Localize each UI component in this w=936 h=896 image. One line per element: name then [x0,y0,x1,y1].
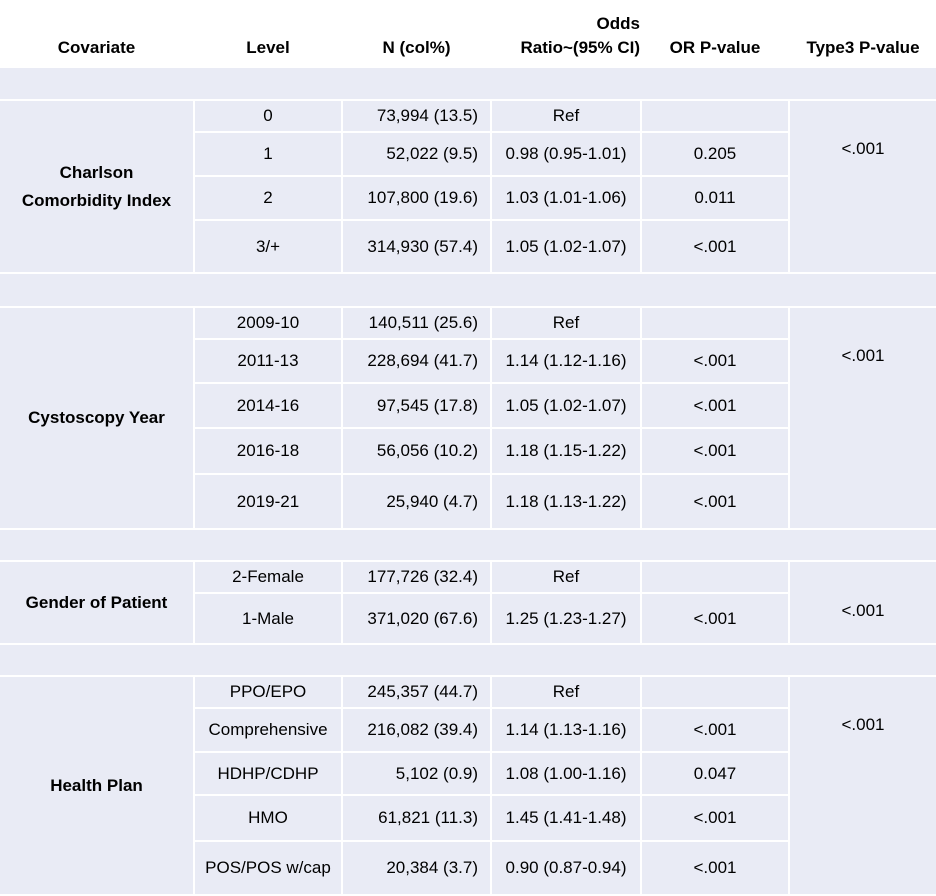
type3-cystoscopy-year: <.001 [790,308,936,530]
covariate-gender: Gender of Patient [0,562,195,645]
cell-level: Comprehensive [195,709,343,753]
cell-level: HDHP/CDHP [195,753,343,796]
cell-or: Ref [492,308,642,340]
cell-n: 245,357 (44.7) [343,677,492,709]
header-n: N (col%) [343,0,492,68]
cell-p [642,562,790,594]
cell-p: <.001 [642,709,790,753]
header-odds-ratio [492,0,642,68]
cell-level: 3/+ [195,221,343,274]
cell-level: 2-Female [195,562,343,594]
cell-p: <.001 [642,796,790,842]
cell-n: 25,940 (4.7) [343,475,492,530]
cell-n: 371,020 (67.6) [343,594,492,645]
cell-or: Ref [492,101,642,133]
header-odds-ratio-line2: Ratio~(95% CI) [520,38,640,57]
cell-level: 2016-18 [195,429,343,475]
cell-n: 228,694 (41.7) [343,340,492,384]
header-covariate: Covariate [0,0,195,68]
separator-row [0,68,936,101]
cell-p: <.001 [642,384,790,429]
cell-p: <.001 [642,221,790,274]
separator-row [0,645,936,677]
header-type3-pvalue: Type3 P-value [790,0,936,68]
header-or-pvalue: OR P-value [642,0,790,68]
cell-n: 56,056 (10.2) [343,429,492,475]
covariate-label: Comorbidity Index [21,190,172,210]
cell-n: 177,726 (32.4) [343,562,492,594]
cell-p: 0.011 [642,177,790,221]
cell-p: <.001 [642,842,790,896]
cell-or: Ref [492,677,642,709]
cell-level: 0 [195,101,343,133]
cell-p: <.001 [642,340,790,384]
separator-row [0,274,936,308]
cell-p: <.001 [642,475,790,530]
cell-or: 1.14 (1.13-1.16) [492,709,642,753]
cell-or: Ref [492,562,642,594]
type3-charlson: <.001 [790,101,936,274]
cell-or: 1.45 (1.41-1.48) [492,796,642,842]
cell-level: HMO [195,796,343,842]
covariate-cystoscopy-year: Cystoscopy Year [0,308,195,530]
cell-or: 0.90 (0.87-0.94) [492,842,642,896]
cell-or: 0.98 (0.95-1.01) [492,133,642,177]
cell-n: 20,384 (3.7) [343,842,492,896]
cell-n: 73,994 (13.5) [343,101,492,133]
cell-n: 314,930 (57.4) [343,221,492,274]
cell-n: 52,022 (9.5) [343,133,492,177]
cell-or: 1.25 (1.23-1.27) [492,594,642,645]
cell-level: 1 [195,133,343,177]
type3-health-plan: <.001 [790,677,936,896]
covariate-label: Charlson [59,162,134,182]
cell-or: 1.18 (1.13-1.22) [492,475,642,530]
cell-level: 2011-13 [195,340,343,384]
cell-or: 1.14 (1.12-1.16) [492,340,642,384]
header-odds-ratio-line1: Odds [596,14,640,33]
cell-n: 140,511 (25.6) [343,308,492,340]
cell-level: 2009-10 [195,308,343,340]
covariate-health-plan: Health Plan [0,677,195,896]
cell-level: 2014-16 [195,384,343,429]
cell-n: 61,821 (11.3) [343,796,492,842]
cell-or: 1.05 (1.02-1.07) [492,384,642,429]
cell-level: POS/POS w/cap [195,842,343,896]
cell-level: PPO/EPO [195,677,343,709]
cell-level: 2 [195,177,343,221]
cell-n: 97,545 (17.8) [343,384,492,429]
cell-p [642,308,790,340]
header-level: Level [195,0,343,68]
cell-n: 216,082 (39.4) [343,709,492,753]
cell-or: 1.08 (1.00-1.16) [492,753,642,796]
cell-n: 107,800 (19.6) [343,177,492,221]
cell-n: 5,102 (0.9) [343,753,492,796]
cell-p: 0.205 [642,133,790,177]
cell-level: 1-Male [195,594,343,645]
cell-or: 1.05 (1.02-1.07) [492,221,642,274]
cell-level: 2019-21 [195,475,343,530]
cell-p: 0.047 [642,753,790,796]
cell-or: 1.03 (1.01-1.06) [492,177,642,221]
type3-gender: <.001 [790,562,936,645]
cell-or: 1.18 (1.15-1.22) [492,429,642,475]
cell-p [642,101,790,133]
separator-row [0,530,936,562]
cell-p [642,677,790,709]
covariate-charlson [0,101,195,274]
cell-p: <.001 [642,594,790,645]
cell-p: <.001 [642,429,790,475]
